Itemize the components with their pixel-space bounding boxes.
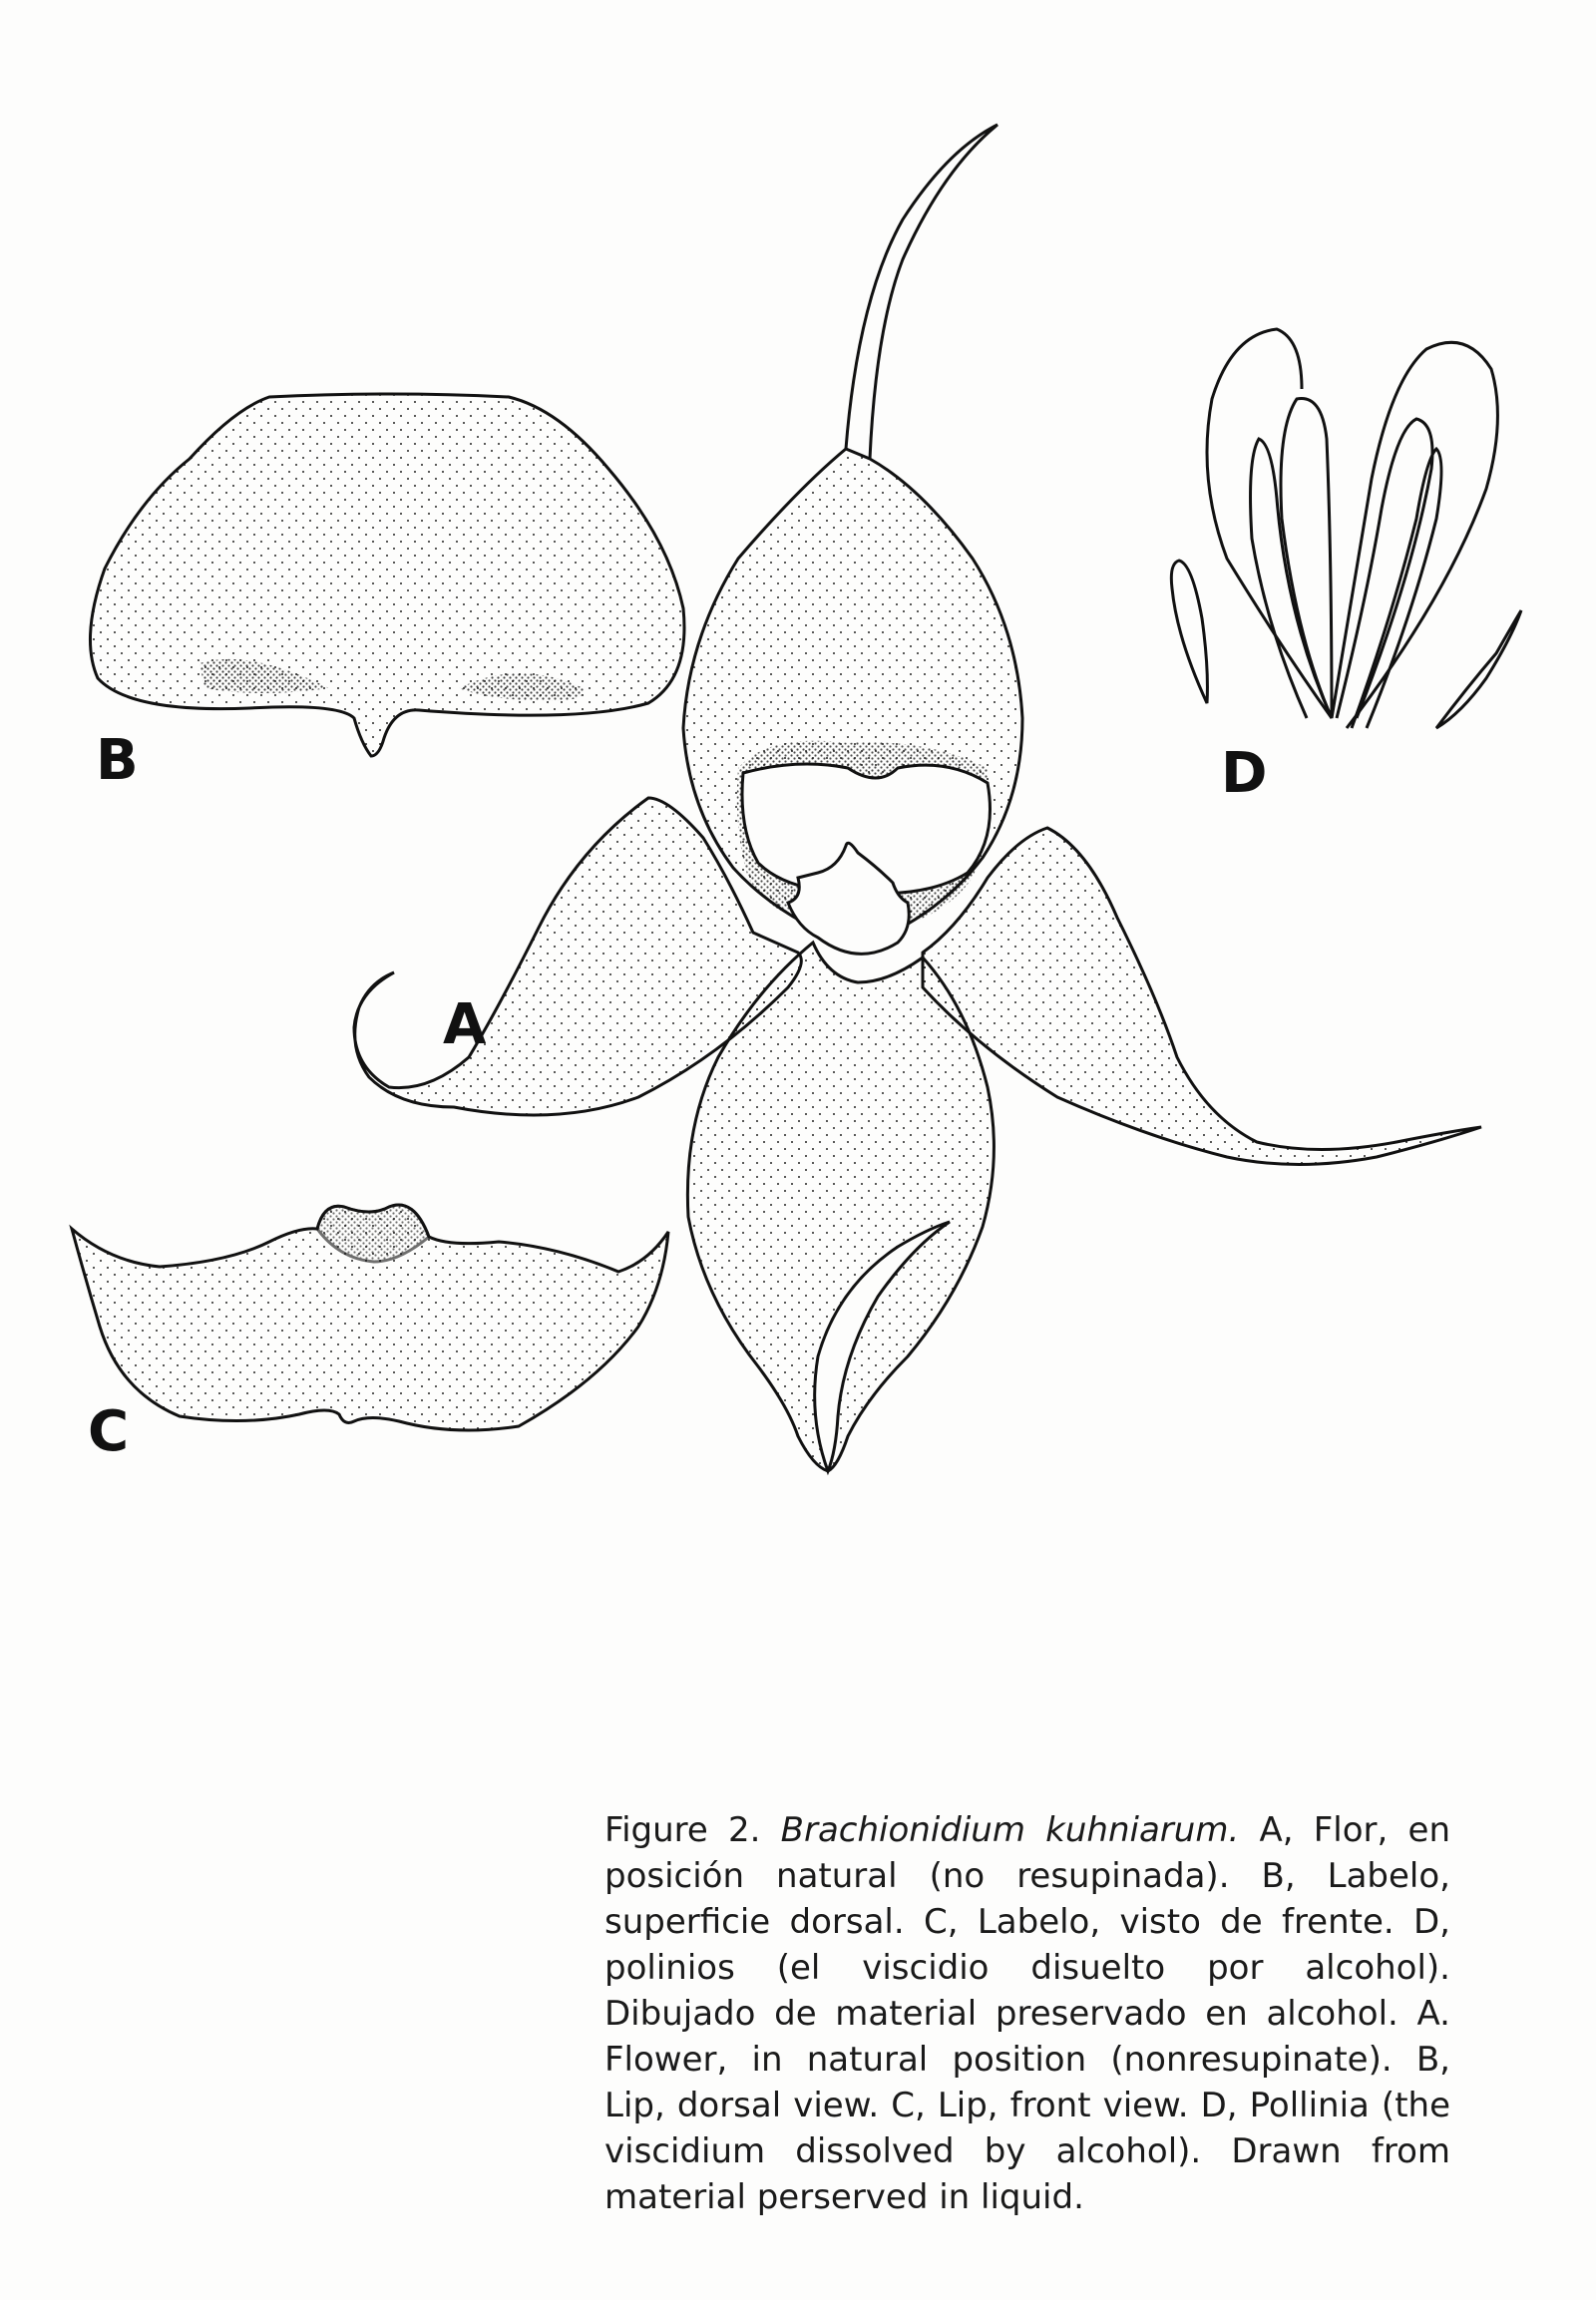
panel-label-b: B [96, 728, 139, 793]
panel-label-d: D [1221, 741, 1268, 806]
lip-dorsal-drawing [90, 394, 684, 756]
pollinia-drawing [1171, 329, 1521, 728]
pollinium-fragment-right [1436, 610, 1521, 728]
lip-front-drawing [72, 1205, 668, 1430]
lip-dorsal-outline [90, 394, 684, 756]
caption-species: Brachionidium kuhniarum. [780, 1810, 1240, 1850]
caption-text: A, Flor, en posición natural (no resupinada). B, Labelo, superficie dorsal. C, Labelo, visto de frente. D, polinios (el viscidio disuelto por alcohol). Dibujado de material preservado en alcohol. A. Flower, in natural position (nonresupinate). B, Lip, dorsal view. C, Lip, front view. D, Pollinia (the viscidium dissolved by alcohol). Drawn from material perserved in liquid. [604, 1810, 1451, 2217]
dorsal-sepal-tail [846, 125, 998, 459]
right-lateral-sepal [923, 828, 1481, 1165]
panel-label-c: C [88, 1399, 130, 1464]
pollinium-fragment-left [1171, 561, 1207, 703]
caption-prefix: Figure 2. [604, 1810, 781, 1850]
pollinium-left-outer [1207, 329, 1332, 718]
pollinium-right-inner [1337, 419, 1432, 718]
pollinium-right-outer [1332, 342, 1497, 728]
panel-label-a: A [443, 992, 487, 1057]
figure-caption [604, 1807, 1450, 2220]
